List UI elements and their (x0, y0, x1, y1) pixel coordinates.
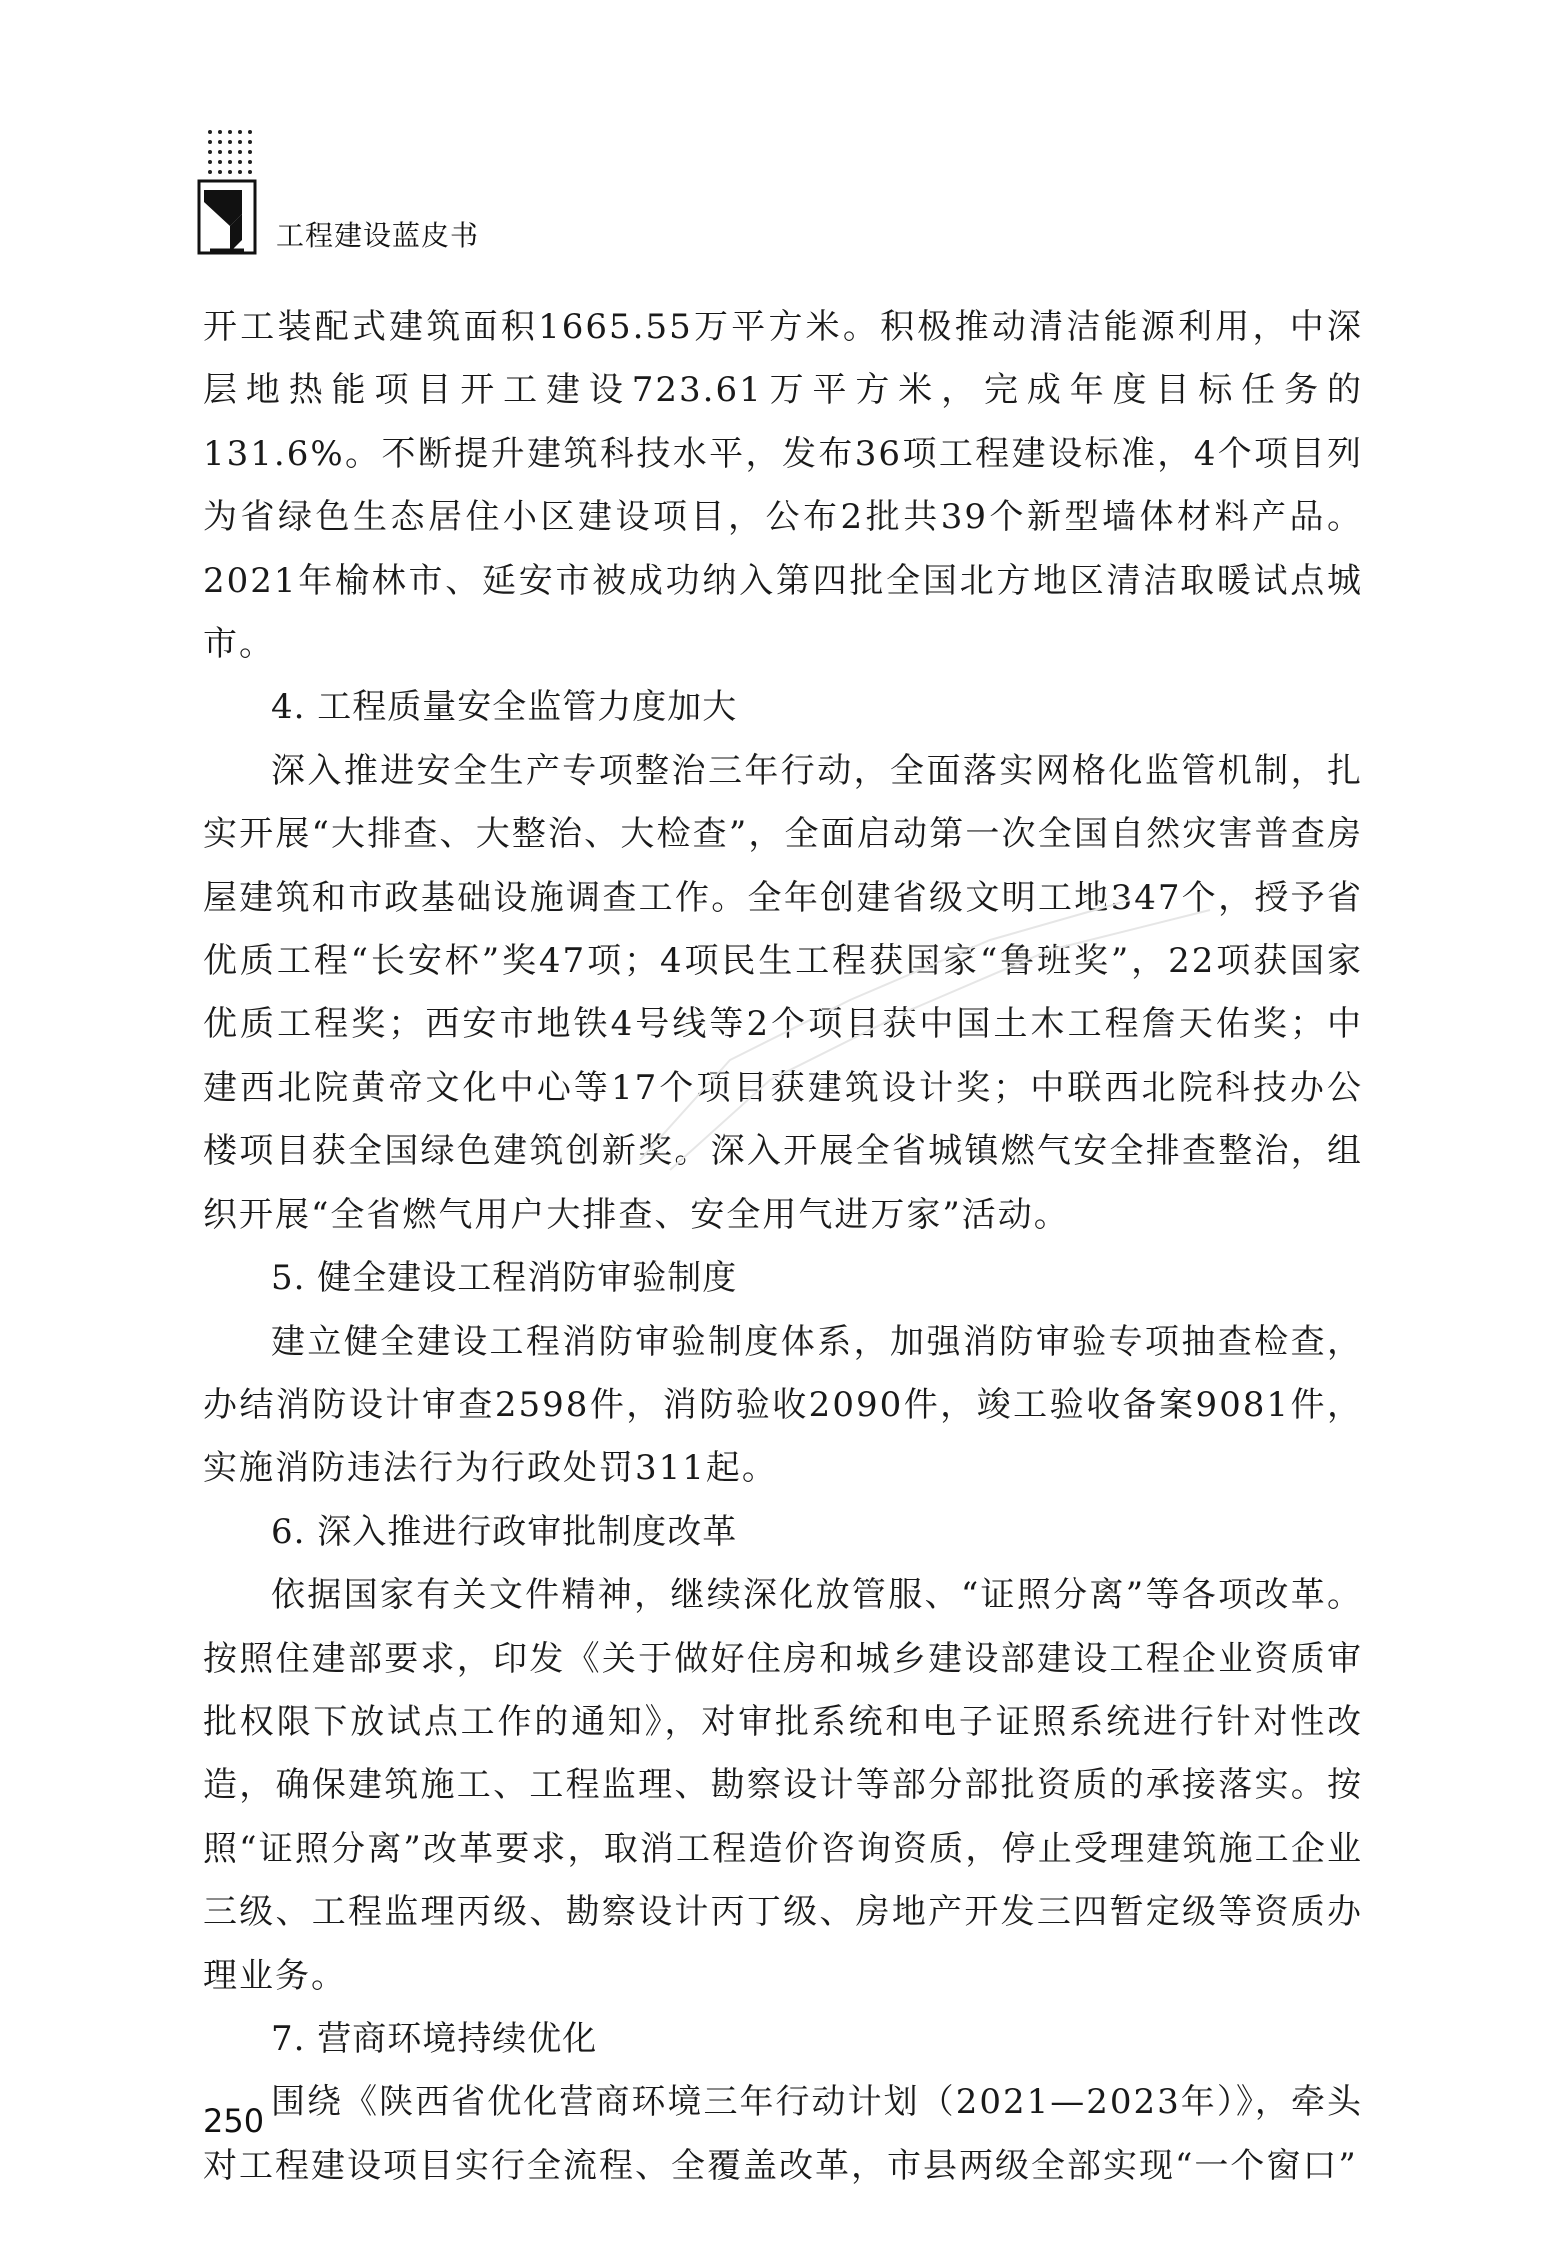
section-heading-5: 5. 健全建设工程消防审验制度 (271, 1258, 738, 1299)
running-header (196, 126, 596, 266)
section-paragraph-7: 围绕《陕西省优化营商环境三年行动计划（2021—2023年）》，牵头对工程建设项目实行全流程、全覆盖改革，市县两级全部实现“一个窗口” (203, 2082, 1363, 2186)
section-heading-4: 4. 工程质量安全监管力度加大 (271, 687, 738, 728)
section-paragraph-6: 依据国家有关文件精神，继续深化放管服、“证照分离”等各项改革。按照住建部要求，印发《关于做好住房和城乡建设部建设工程企业资质审批权限下放试点工作的通知》，对审批系统和电子证照系统进行针对性改造，确保建筑施工、工程监理、勘察设计等部分部批资质的承接落实。按照“证照分离”改革要求，取消工程造价咨询资质，停止受理建筑施工企业三级、工程监理丙级、勘察设计丙丁级、房地产开发三四暂定级等资质办理业务。 (203, 1575, 1363, 1996)
intro-paragraph: 开工装配式建筑面积1665.55万平方米。积极推动清洁能源利用，中深层地热能项目开工建设723.61万平方米，完成年度目标任务的131.6%。不断提升建筑科技水平，发布36项工程建设标准，4个项目列为省绿色生态居住小区建设项目，公布2批共39个新型墙体材料产品。2021年榆林市、延安市被成功纳入第四批全国北方地区清洁取暖试点城市。 (203, 307, 1363, 665)
page-body (203, 296, 1363, 2198)
book-corner-icon (196, 178, 260, 258)
section-heading-6: 6. 深入推进行政审批制度改革 (271, 1511, 738, 1552)
series-title: 工程建设蓝皮书 (276, 219, 480, 252)
page-number: 250 (203, 2102, 265, 2140)
section-paragraph-5: 建立健全建设工程消防审验制度体系，加强消防审验专项抽查检查，办结消防设计审查2598件，消防验收2090件，竣工验收备案9081件，实施消防违法行为行政处罚311起。 (203, 1321, 1363, 1489)
section-heading-7: 7. 营商环境持续优化 (271, 2018, 598, 2059)
section-paragraph-4: 深入推进安全生产专项整治三年行动，全面落实网格化监管机制，扎实开展“大排查、大整治、大检查”，全面启动第一次全国自然灾害普查房屋建筑和市政基础设施调查工作。全年创建省级文明工地347个，授予省优质工程“长安杯”奖47项；4项民生工程获国家“鲁班奖”，22项获国家优质工程奖；西安市地铁4号线等2个项目获中国土木工程詹天佑奖；中建西北院黄帝文化中心等17个项目获建筑设计奖；中联西北院科技办公楼项目获全国绿色建筑创新奖。深入开展全省城镇燃气安全排查整治，组织开展“全省燃气用户大排查、安全用气进万家”活动。 (203, 750, 1363, 1235)
